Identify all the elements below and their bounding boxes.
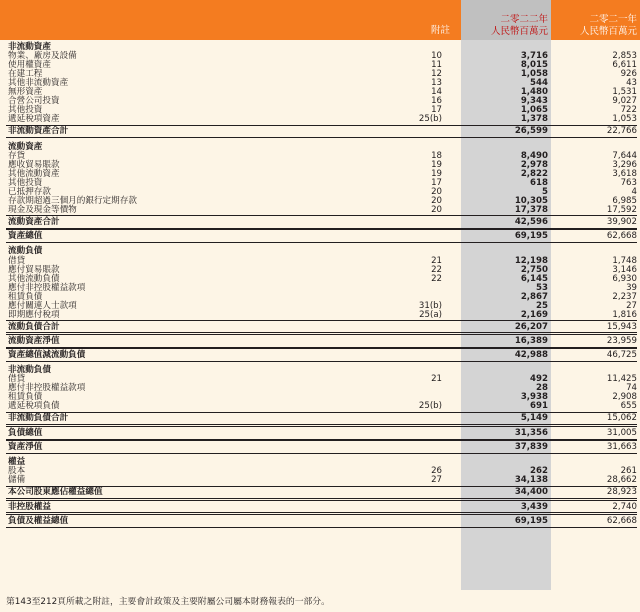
note-ref: 20 [431, 195, 442, 206]
note-ref: 18 [431, 150, 442, 161]
row-label: 非流動負債合計 [8, 413, 69, 424]
value-2022: 10,305 [514, 195, 548, 206]
table-row [0, 115, 640, 124]
value-2021: 39,902 [606, 216, 637, 227]
row-label: 使用權資產 [8, 60, 51, 71]
row-label: 合營公司投資 [8, 96, 60, 107]
value-2021: 62,668 [606, 515, 637, 526]
row-label: 應付貿易賬款 [8, 264, 60, 275]
subtotal-row [0, 124, 640, 138]
value-2022: 37,839 [514, 441, 548, 452]
value-2021: 6,611 [612, 60, 637, 71]
value-2022: 9,343 [520, 96, 548, 107]
value-2022: 8,015 [520, 60, 548, 71]
row-label: 存款期超過三個月的銀行定期存款 [8, 195, 137, 206]
value-2021: 17,592 [606, 204, 637, 215]
note-ref: 25(b) [418, 401, 442, 412]
table-row [0, 402, 640, 411]
row-label: 存貨 [8, 150, 26, 161]
value-2022: 26,207 [514, 321, 548, 332]
value-2021: 763 [620, 177, 637, 188]
value-2022: 16,389 [514, 335, 548, 346]
table-row [0, 476, 640, 485]
value-2022: 42,988 [514, 349, 548, 360]
row-label: 應收貿易賬款 [8, 159, 60, 170]
value-2021: 2,853 [612, 51, 637, 62]
note-ref: 22 [431, 264, 442, 275]
value-2021: 3,146 [612, 264, 637, 275]
note-ref: 17 [431, 177, 442, 188]
value-2022: 2,822 [520, 168, 548, 179]
table-body [0, 42, 640, 528]
row-label: 其他非流動資產 [8, 78, 69, 89]
table-row [0, 206, 640, 215]
note-ref: 13 [431, 78, 442, 89]
value-2021: 2,740 [612, 501, 637, 512]
row-label: 無形資產 [8, 87, 43, 98]
value-2022: 69,195 [514, 230, 548, 241]
note-ref: 14 [431, 87, 442, 98]
row-label: 本公司股東應佔權益總值 [8, 487, 103, 498]
section-heading-row [0, 246, 640, 256]
value-2022: 618 [530, 177, 548, 188]
value-2021: 3,618 [612, 168, 637, 179]
value-2022: 17,378 [514, 204, 548, 215]
value-2022: 2,169 [520, 309, 548, 320]
value-2022: 69,195 [514, 515, 548, 526]
note-ref: 27 [431, 475, 442, 486]
value-2022: 1,378 [520, 114, 548, 125]
header-2021 [555, 14, 637, 37]
row-label: 在建工程 [8, 69, 43, 80]
value-2022: 2,978 [520, 159, 548, 170]
note-ref: 25(b) [418, 114, 442, 125]
row-label: 其他投資 [8, 105, 43, 116]
value-2021: 2,237 [612, 291, 637, 302]
value-2022: 3,439 [520, 501, 548, 512]
note-ref: 11 [431, 60, 442, 71]
header-2021-year: 二零二一年 [589, 14, 637, 25]
value-2021: 3,296 [612, 159, 637, 170]
row-label: 應付非控股權益款項 [8, 282, 86, 293]
value-2021: 62,668 [606, 230, 637, 241]
header-2022-year: 二零二二年 [500, 14, 548, 25]
note-ref: 31(b) [418, 300, 442, 311]
value-2021: 28,662 [606, 475, 637, 486]
section-title: 權益 [8, 457, 26, 468]
row-label: 流動資產淨值 [8, 335, 60, 346]
row-label: 儲備 [8, 475, 26, 486]
value-2021: 9,027 [612, 96, 637, 107]
subtotal-row [0, 485, 640, 499]
table-row [0, 311, 640, 320]
subtotal-row [0, 348, 640, 362]
note-ref: 26 [431, 466, 442, 477]
section-title: 非流動負債 [8, 365, 51, 376]
value-2022: 1,065 [520, 105, 548, 116]
row-label: 租賃負債 [8, 291, 43, 302]
value-2021: 31,663 [606, 441, 637, 452]
subtotal-row [0, 229, 640, 243]
value-2022: 262 [530, 466, 548, 477]
note-ref: 22 [431, 273, 442, 284]
note-ref: 21 [431, 374, 442, 385]
subtotal-row [0, 411, 640, 425]
row-label: 資產總值減流動負債 [8, 349, 86, 360]
value-2021: 1,816 [612, 309, 637, 320]
value-2022: 2,750 [520, 264, 548, 275]
value-2021: 31,005 [606, 427, 637, 438]
row-label: 非流動資產合計 [8, 126, 69, 137]
note-ref: 12 [431, 69, 442, 80]
row-label: 流動資產合計 [8, 216, 60, 227]
value-2022: 12,198 [514, 255, 548, 266]
value-2021: 22,766 [606, 126, 637, 137]
value-2021: 15,062 [606, 413, 637, 424]
row-label: 現金及現金等價物 [8, 204, 77, 215]
value-2021: 43 [626, 78, 637, 89]
value-2022: 26,599 [514, 126, 548, 137]
value-2021: 722 [620, 105, 637, 116]
header-2022-unit: 人民幣百萬元 [490, 25, 548, 37]
row-label: 其他流動負債 [8, 273, 60, 284]
value-2022: 1,480 [520, 87, 548, 98]
note-ref: 21 [431, 255, 442, 266]
subtotal-row [0, 426, 640, 440]
note-ref: 16 [431, 96, 442, 107]
row-label: 資產總值 [8, 230, 43, 241]
row-label: 非控股權益 [8, 501, 51, 512]
section-title: 流動資產 [8, 141, 43, 152]
value-2022: 1,058 [520, 69, 548, 80]
row-label: 借貸 [8, 374, 26, 385]
value-2021: 46,725 [606, 349, 637, 360]
value-2022: 492 [530, 374, 548, 385]
row-label: 借貸 [8, 255, 26, 266]
value-2022: 34,138 [514, 475, 548, 486]
value-2022: 3,938 [520, 392, 548, 403]
note-ref: 25(a) [419, 309, 442, 320]
header-2022 [461, 14, 548, 37]
value-2021: 926 [620, 69, 637, 80]
value-2021: 1,748 [612, 255, 637, 266]
value-2021: 11,425 [606, 374, 637, 385]
value-2022: 5 [542, 186, 548, 197]
subtotal-row [0, 320, 640, 334]
value-2021: 28,923 [606, 487, 637, 498]
row-label: 股本 [8, 466, 26, 477]
row-label: 負債及權益總值 [8, 515, 69, 526]
subtotal-row [0, 215, 640, 229]
note-ref: 20 [431, 186, 442, 197]
value-2021: 1,531 [612, 87, 637, 98]
value-2021: 15,943 [606, 321, 637, 332]
row-label: 應付非控股權益款項 [8, 383, 86, 394]
header-note-label: 附註 [430, 25, 450, 36]
header-2021-unit: 人民幣百萬元 [579, 25, 637, 37]
row-label: 負債總值 [8, 427, 43, 438]
row-label: 物業、廠房及設備 [8, 51, 77, 62]
value-2022: 53 [536, 282, 548, 293]
value-2022: 2,867 [520, 291, 548, 302]
value-2022: 544 [530, 78, 548, 89]
subtotal-row [0, 440, 640, 454]
value-2021: 7,644 [612, 150, 637, 161]
row-label: 租賃負債 [8, 392, 43, 403]
row-label: 遞延稅項資產 [8, 114, 60, 125]
row-label: 其他流動資產 [8, 168, 60, 179]
row-label: 流動負債合計 [8, 321, 60, 332]
row-label: 應付關連人士款項 [8, 300, 77, 311]
value-2022: 6,145 [520, 273, 548, 284]
value-2021: 6,985 [612, 195, 637, 206]
row-label: 即期應付稅項 [8, 309, 60, 320]
value-2021: 655 [620, 401, 637, 412]
value-2021: 2,908 [612, 392, 637, 403]
note-ref: 19 [431, 168, 442, 179]
value-2021: 23,959 [606, 335, 637, 346]
value-2022: 3,716 [520, 51, 548, 62]
value-2021: 261 [620, 466, 637, 477]
subtotal-row [0, 334, 640, 348]
value-2022: 691 [530, 401, 548, 412]
subtotal-row [0, 500, 640, 514]
value-2021: 6,930 [612, 273, 637, 284]
value-2021: 39 [626, 282, 637, 293]
value-2021: 74 [626, 383, 637, 394]
value-2021: 1,053 [612, 114, 637, 125]
value-2022: 28 [536, 383, 548, 394]
value-2022: 31,356 [514, 427, 548, 438]
value-2022: 25 [536, 300, 548, 311]
value-2022: 8,490 [520, 150, 548, 161]
footnote: 第143至212頁所載之附註，主要會計政策及主要附屬公司屬本財務報表的一部分。 [6, 597, 330, 607]
section-title: 流動負債 [8, 246, 43, 257]
subtotal-row [0, 514, 640, 528]
section-title: 非流動資產 [8, 42, 51, 52]
value-2022: 42,596 [514, 216, 548, 227]
row-label: 其他投資 [8, 177, 43, 188]
value-2022: 34,400 [514, 487, 548, 498]
row-label: 遞延稅項負債 [8, 401, 60, 412]
row-label: 資產淨值 [8, 441, 43, 452]
note-ref: 10 [431, 51, 442, 62]
note-ref: 19 [431, 159, 442, 170]
value-2022: 5,149 [520, 413, 548, 424]
value-2021: 4 [631, 186, 637, 197]
value-2021: 27 [626, 300, 637, 311]
note-ref: 17 [431, 105, 442, 116]
row-label: 已抵押存款 [8, 186, 51, 197]
note-ref: 20 [431, 204, 442, 215]
